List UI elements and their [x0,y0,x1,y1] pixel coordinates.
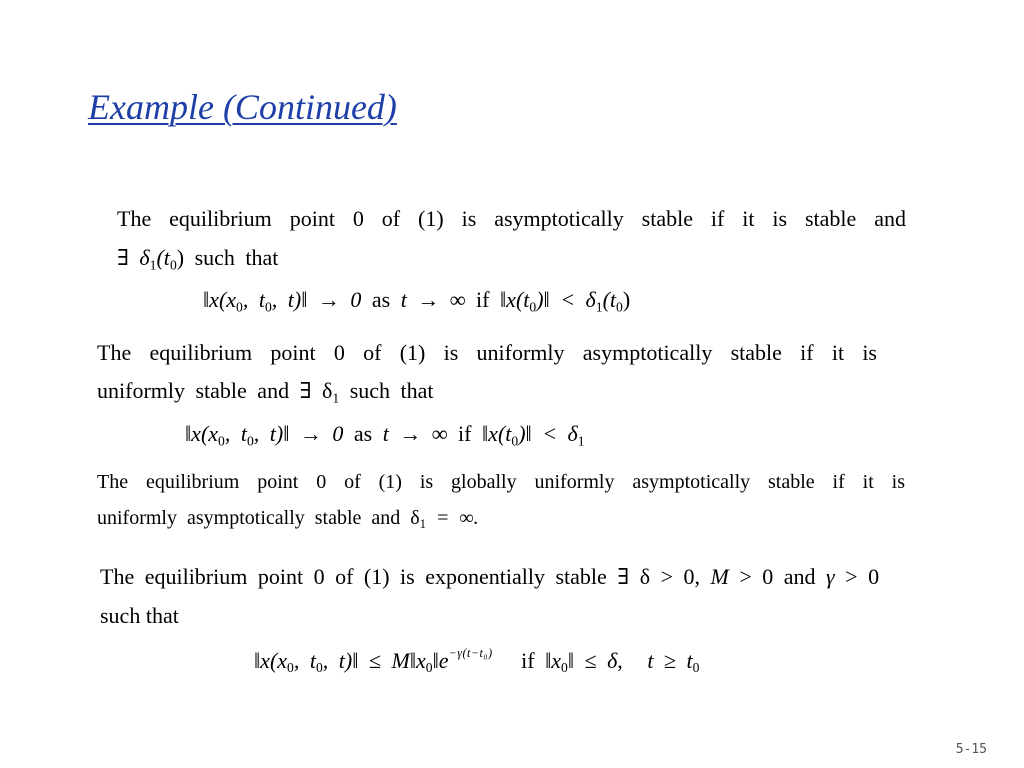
eq-part: )‖ < δ [536,287,596,312]
subscript: 0 [616,299,623,315]
eq-part: t → ∞ [400,287,466,312]
page-number: 5-15 [955,742,987,757]
subscript: 0 [218,433,225,449]
exponential-definition-line1 [100,564,879,590]
subscript: 0 [315,660,323,676]
subscript: 0 [264,299,272,315]
global-definition-line1: The equilibrium point 0 of (1) is globally uniformly asymptotically stable if it is [97,471,905,493]
uniform-stable-text: uniformly stable and ∃ δ [97,378,333,403]
slide-title: Example (Continued) [88,87,397,127]
eq-part: ‖x(t [482,421,512,446]
eq-part: ‖x(x [203,287,237,312]
exp-M: M [710,564,729,589]
exp-text: The equilibrium point 0 of (1) is exponentially stable ∃ δ > 0, [100,564,711,589]
eq-part: ‖x(t [500,287,530,312]
uniform-definition-line2 [97,378,434,406]
eq-part: ‖x(x [254,647,288,673]
asymptotic-definition-line2 [117,245,278,273]
eq-part: t → ∞ [382,421,448,446]
eq-part: , t [242,287,265,312]
eq-part: ‖x(x [185,421,219,446]
eq-part: , t [224,421,247,446]
exists-delta1: ∃ δ [117,245,150,270]
arg: (t [156,245,170,270]
exp-mid: > 0 and [728,564,826,589]
eq-part: t ≥ t [647,647,693,673]
subscript: 0 [246,433,254,449]
exponent: −γ(t−t₀) [448,646,493,660]
uniform-definition-line1: The equilibrium point 0 of (1) is uniformly asymptotically stable if it is [97,340,877,365]
eq-part: (t [602,287,617,312]
subscript: 1 [332,390,340,406]
global-text: uniformly asymptotically stable and δ [97,507,420,529]
eq-part: ) [622,287,631,312]
subscript: 1 [577,433,585,449]
eq-part: , t)‖ → 0 [253,421,344,446]
such-that: such that [349,378,434,403]
asymptotic-equation [203,287,630,315]
subscript: 0 [561,660,568,676]
exponential-definition-line2: such that [100,603,179,628]
eq-if: if [521,647,535,673]
subscript: 1 [595,299,603,315]
eq-as: as [371,287,391,312]
eq-part: )‖ < δ [518,421,578,446]
eq-part: , t)‖ → 0 [271,287,362,312]
global-definition-line2 [97,507,479,532]
subscript: 1 [419,516,426,531]
eq-part: , t)‖ ≤ M‖x [322,647,426,673]
exponential-equation [254,646,699,676]
eq-part: , t [293,647,316,673]
eq-part: ‖x [545,647,562,673]
asymptotic-definition-line1: The equilibrium point 0 of (1) is asymptotically stable if it is stable and [117,206,906,231]
eq-if: if [476,287,490,312]
subscript: 0 [169,257,177,273]
uniform-equation [185,421,585,449]
subscript: 0 [236,299,243,315]
exp-end: > 0 [834,564,880,589]
subscript: 0 [692,660,700,676]
eq-part: ‖ ≤ δ, [567,647,623,673]
subscript: 0 [425,660,433,676]
delta-infinity: = ∞. [435,507,479,529]
subscript: 1 [149,257,157,273]
subscript: 0 [511,433,519,449]
arg-close: ) [176,245,185,270]
exp-gamma: γ [826,564,835,589]
eq-if: if [458,421,472,446]
eq-as: as [353,421,373,446]
subscript: 0 [287,660,294,676]
subscript: 0 [529,299,537,315]
eq-part: ‖e [432,647,449,673]
such-that: such that [194,245,279,270]
